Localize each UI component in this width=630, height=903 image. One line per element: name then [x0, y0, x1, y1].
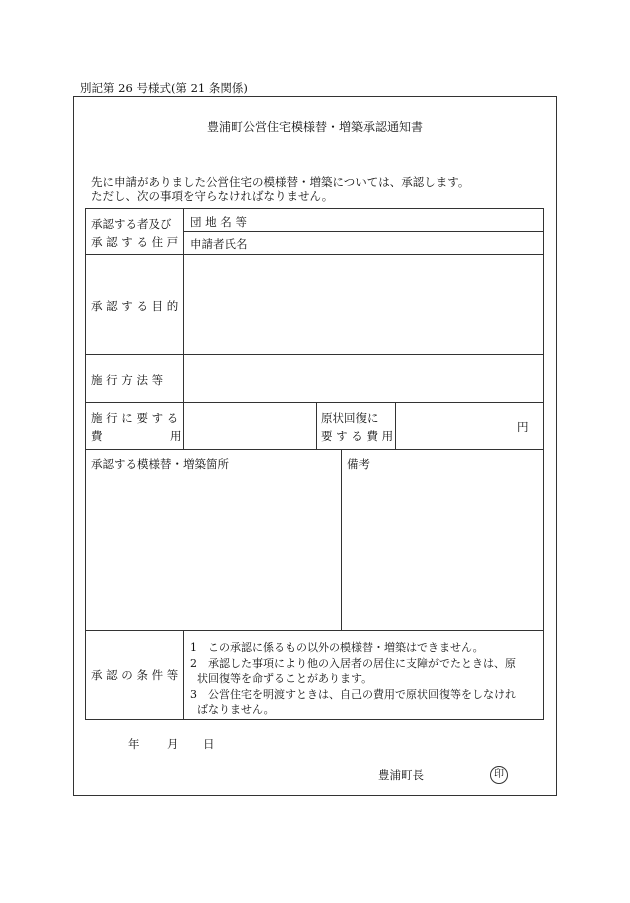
restore-cost-label-line-2: 要 す る 費 用 [321, 429, 394, 443]
form-reference: 別記第 26 号様式(第 21 条関係) [80, 81, 248, 95]
cost-label-line-1: 施 行 に 要 す る [91, 411, 179, 425]
remarks-label: 備考 [347, 457, 370, 471]
cost-label-char-1: 費 [91, 429, 103, 443]
applicant-name-label: 申請者氏名 [190, 237, 248, 251]
document-title: 豊浦町公営住宅模様替・増築承認通知書 [206, 120, 423, 134]
conditions-label: 承 認 の 条 件 等 [91, 668, 179, 682]
approvee-label-line-2: 承 認 す る 住 戸 [91, 235, 179, 249]
condition-item: 3 公営住宅を明渡すときは、自己の費用で原状回復等をしなけれ [190, 688, 516, 701]
intro-line-2: ただし、次の事項を守らなければなりません。 [91, 189, 334, 203]
restore-cost-label-line-1: 原状回復に [321, 411, 379, 425]
date-day: 日 [203, 737, 215, 751]
condition-item: 2 承認した事項により他の入居者の居住に支障がでたときは、原 [190, 657, 516, 670]
yen-unit: 円 [517, 420, 529, 434]
date-month: 月 [167, 737, 179, 751]
purpose-label: 承 認 す る 目 的 [91, 299, 179, 313]
danchi-name-label: 団 地 名 等 [190, 215, 247, 229]
intro-line-1: 先に申請がありました公営住宅の模様替・増築については、承認します。 [91, 175, 470, 189]
condition-item: ばなりません。 [197, 703, 275, 716]
method-label: 施 行 方 法 等 [91, 373, 164, 387]
condition-item: 状回復等を命ずることがあります。 [197, 672, 373, 685]
approvee-label-line-1: 承認する者及び [91, 217, 172, 231]
date-year: 年 [128, 737, 140, 751]
location-label: 承認する模様替・増築箇所 [91, 457, 229, 471]
issuer-title: 豊浦町長 [378, 768, 424, 782]
condition-item: 1 この承認に係るもの以外の模様替・増築はできません。 [190, 641, 484, 654]
cost-label-char-2: 用 [170, 429, 182, 443]
seal-mark: 印 [490, 766, 508, 784]
